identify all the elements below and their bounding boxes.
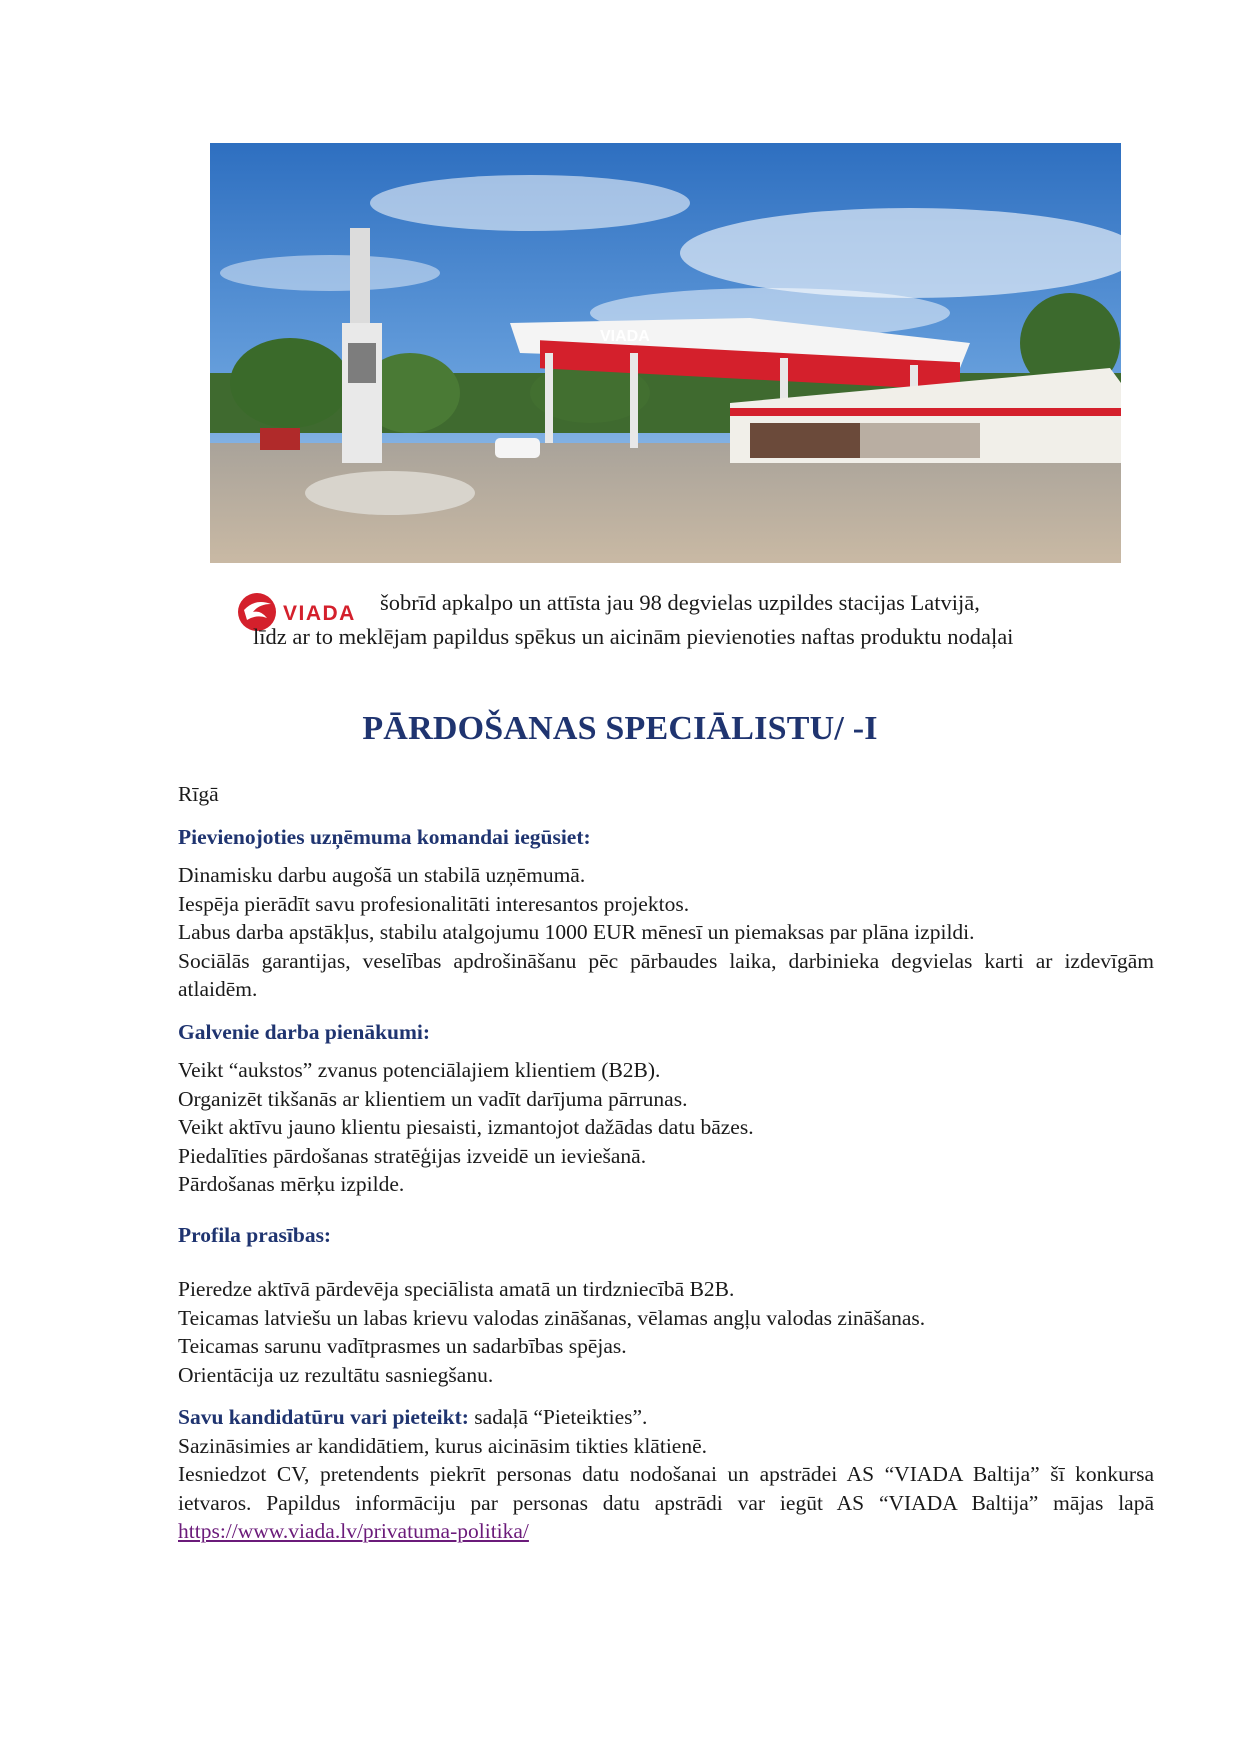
profile-heading: Profila prasības: — [178, 1222, 332, 1247]
svg-text:VIADA: VIADA — [283, 602, 356, 625]
list-item: Teicamas sarunu vadītprasmes un sadarbības spējas. — [178, 1334, 627, 1358]
list-item: Pārdošanas mērķu izpilde. — [178, 1172, 405, 1196]
list-item: Organizēt tikšanās ar klientiem un vadīt darījuma pārrunas. — [178, 1086, 688, 1111]
intro-text-line2: līdz ar to meklējam papildus spēkus un aicinām pievienoties naftas produktu nodaļai — [253, 624, 1014, 649]
hero-photo — [210, 143, 1121, 563]
benefits-heading: Pievienojoties uzņēmuma komandai iegūsiet: — [178, 824, 591, 849]
list-item: Labus darba apstākļus, stabilu atalgojumu 1000 EUR mēnesī un piemaksas par plāna izpildi. — [178, 920, 975, 944]
list-item: Veikt “aukstos” zvanus potenciālajiem klientiem (B2B). — [178, 1058, 661, 1082]
page-title: PĀRDOŠANAS SPECIĀLISTU/ -I — [362, 710, 878, 747]
profile-list — [178, 1275, 1154, 1389]
list-item: Dinamisku darbu augošā un stabilā uzņēmumā. — [178, 863, 586, 887]
apply-text — [178, 1403, 1154, 1432]
duties-list — [178, 1056, 1154, 1199]
contact-text: Sazināsimies ar kandidātiem, kurus aicināsim tikties klātienē. — [178, 1433, 707, 1458]
list-item: Sociālās garantijas, veselības apdrošināšanu pēc pārbaudes laika, darbinieka degvielas karti ar izdevīgām atlaidēm. — [178, 948, 1154, 1001]
svg-text:VIADA: VIADA — [600, 328, 650, 345]
privacy-policy-link[interactable]: https://www.viada.lv/privatuma-politika/ — [178, 1519, 529, 1543]
privacy-statement: Iesniedzot CV, pretendents piekrīt personas datu nodošanai un apstrādei AS “VIADA Baltija” šī konkursa ietvaros. Papildus informāciju par personas datu apstrādi var iegūt AS “VIADA Baltija” mājas lapā — [178, 1462, 1154, 1515]
privacy-text — [178, 1460, 1154, 1546]
duties-heading: Galvenie darba pienākumi: — [178, 1019, 431, 1044]
list-item: Teicamas latviešu un labas krievu valodas zināšanas, vēlamas angļu valodas zināšanas. — [178, 1305, 926, 1330]
benefits-list — [178, 861, 1154, 1004]
intro-text-line1: šobrīd apkalpo un attīsta jau 98 degvielas uzpildes stacijas Latvijā, — [380, 590, 980, 615]
list-item: Pieredze aktīvā pārdevēja speciālista amatā un tirdzniecībā B2B. — [178, 1277, 735, 1301]
list-item: Orientācija uz rezultātu sasniegšanu. — [178, 1362, 494, 1387]
apply-instructions: sadaļā “Pieteikties”. — [468, 1405, 648, 1429]
list-item: Veikt aktīvu jauno klientu piesaisti, izmantojot dažādas datu bāzes. — [178, 1115, 754, 1139]
job-description — [178, 780, 1154, 1546]
list-item: Iespēja pierādīt savu profesionalitāti interesantos projektos. — [178, 891, 690, 916]
apply-label: Savu kandidatūru vari pieteikt: — [178, 1405, 469, 1429]
list-item: Piedalīties pārdošanas stratēģijas izveidē un ieviešanā. — [178, 1143, 647, 1168]
gas-station-photo-icon — [210, 143, 1121, 563]
location-text: Rīgā — [178, 782, 219, 806]
